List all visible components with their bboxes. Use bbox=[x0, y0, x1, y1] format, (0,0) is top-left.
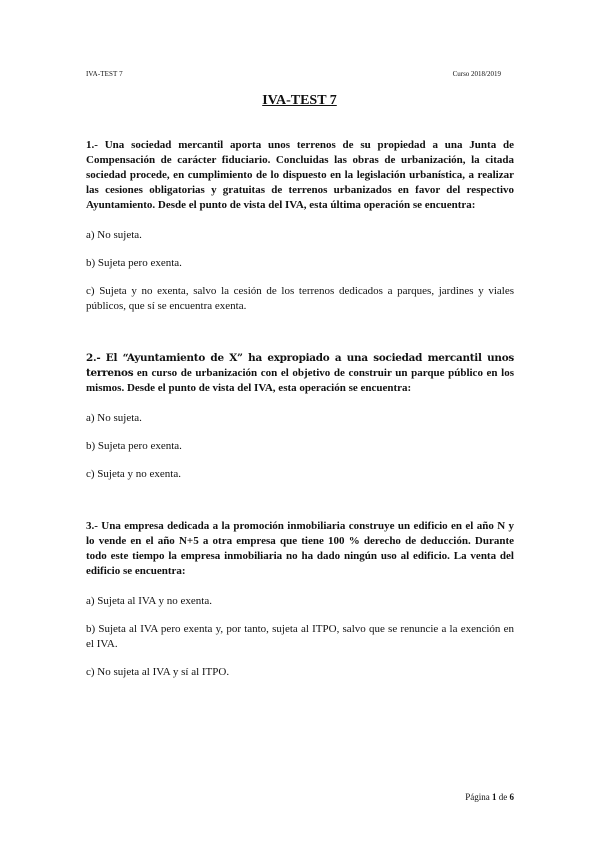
header-left: IVA-TEST 7 bbox=[86, 70, 123, 78]
question-2-option-b: b) Sujeta pero exenta. bbox=[86, 440, 182, 452]
question-2-text bbox=[86, 351, 514, 396]
question-2-text-lead: 2.- El “Ayuntamiento de X” ha expropiado a una sociedad mercantil unos terrenos bbox=[86, 352, 514, 379]
page-total: 6 bbox=[509, 792, 514, 802]
test-content bbox=[86, 138, 514, 680]
page-label: Página bbox=[465, 792, 490, 802]
question-3-text: 3.- Una empresa dedicada a la promoción inmobiliaria construye un edificio en el año N y lo vende en el año N+5 a otra empresa que tiene 100 % derecho de deducción. Durante todo este tiempo la empresa inmobiliaria no ha dado ningún uso al edificio. La venta del edificio se encuentra: bbox=[86, 520, 514, 577]
page-of: de bbox=[498, 792, 508, 802]
question-3-option-a: a) Sujeta al IVA y no exenta. bbox=[86, 595, 212, 607]
question-1-option-b: b) Sujeta pero exenta. bbox=[86, 257, 182, 269]
page-current: 1 bbox=[492, 792, 497, 802]
question-3-option-b: b) Sujeta al IVA pero exenta y, por tanto, sujeta al ITPO, salvo que se renuncie a la exención en el IVA. bbox=[86, 623, 514, 650]
page-number bbox=[465, 792, 514, 802]
question-1-option-c: c) Sujeta y no exenta, salvo la cesión de los terrenos dedicados a parques, jardines y viales públicos, que sí se encuentra exenta. bbox=[86, 285, 514, 312]
question-2 bbox=[86, 351, 514, 482]
question-2-option-a: a) No sujeta. bbox=[86, 412, 142, 424]
page-title: IVA-TEST 7 bbox=[262, 93, 337, 108]
question-3 bbox=[86, 519, 514, 680]
question-1 bbox=[86, 138, 514, 314]
question-1-text: 1.- Una sociedad mercantil aporta unos terrenos de su propiedad a una Junta de Compensación de carácter fiduciario. Concluidas las obras de urbanización, la citada sociedad procede, en cumplimiento de lo dispuesto en la legislación urbanística, a realizar las cesiones obligatorias y gratuitas de terrenos urbanizados en favor del respectivo Ayuntamiento. Desde el punto de vista del IVA, esta última operación se encuentra: bbox=[86, 139, 514, 211]
question-3-option-c: c) No sujeta al IVA y sí al ITPO. bbox=[86, 666, 230, 678]
question-2-option-c: c) Sujeta y no exenta. bbox=[86, 468, 181, 480]
question-2-text-rest: en curso de urbanización con el objetivo de construir un parque público en los mismos. Desde el punto de vista del IVA, esta operación se encuentra: bbox=[86, 367, 514, 394]
header-right: Curso 2018/2019 bbox=[452, 70, 501, 78]
question-1-option-a: a) No sujeta. bbox=[86, 229, 142, 241]
